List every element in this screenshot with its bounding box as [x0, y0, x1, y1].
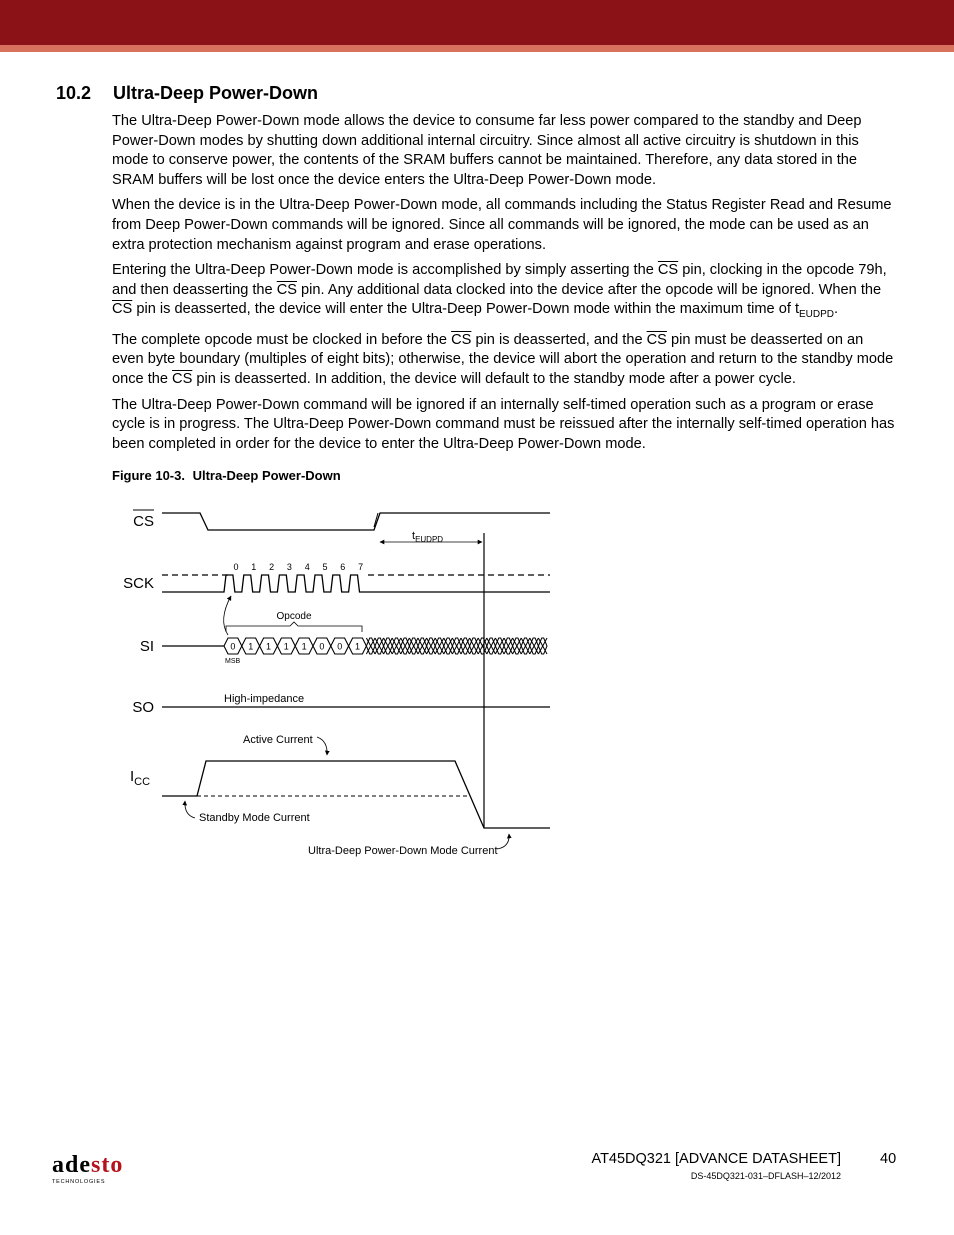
- si-dont-care: [366, 638, 547, 654]
- section-body: [112, 112, 898, 460]
- section-number: 10.2: [56, 83, 92, 103]
- page-number: 40: [880, 1151, 897, 1167]
- si-bit-value: 0: [337, 641, 343, 652]
- opcode-brace: [226, 622, 362, 632]
- si-signal-label: SI: [139, 638, 154, 655]
- si-bit-value: 0: [230, 641, 236, 652]
- active-current-label: Active Current: [243, 734, 313, 746]
- si-bit-group: [224, 638, 366, 654]
- section-heading: [56, 83, 318, 104]
- opcode-label: Opcode: [276, 611, 312, 622]
- adesto-logo: [52, 1152, 142, 1188]
- cs-pin-ref: $\overline{CS}$: [276, 281, 297, 298]
- clock-number: 6: [340, 562, 346, 572]
- sck-signal-label: SCK: [123, 575, 154, 592]
- header-stripe: [0, 45, 954, 52]
- udpd-current-label: Ultra-Deep Power-Down Mode Current: [308, 845, 498, 857]
- p4-text-b: pin is deasserted, and the: [471, 331, 647, 348]
- p4-text-c: pin must be deasserted on an even byte boundary (multiples of eight bits); otherwise, the device will abort the operation and return to the standby mode once the: [112, 331, 894, 388]
- cs-signal-label: CS: [133, 513, 154, 530]
- footer-doc-title: AT45DQ321 [ADVANCE DATASHEET]: [591, 1151, 841, 1167]
- msb-label: MSB: [225, 658, 241, 665]
- cs-pin-ref: $\overline{CS}$: [646, 331, 667, 348]
- clock-number: 3: [286, 562, 292, 572]
- si-bit-value: 1: [354, 641, 361, 652]
- si-bit-value: 1: [301, 641, 307, 652]
- paragraph-2: When the device is in the Ultra-Deep Power-Down mode, all commands including the Status Register Read and Resume from Deep Power-Down commands will be ignored. Since all commands will be ignored, the mode can be used as an extra protection mechanism against program and erase operations.: [112, 197, 892, 253]
- paragraph-5: The Ultra-Deep Power-Down command will be ignored if an internally self-timed operation such as a program or erase cycle is in progress. The Ultra-Deep Power-Down command must be reissued after the internally self-timed operation has been completed in order for the device to enter the Ultra-Deep Power-Down mode.: [112, 396, 895, 452]
- footer-doc-id: DS-45DQ321-031–DFLASH–12/2012: [690, 1171, 841, 1181]
- p3-text-a: Entering the Ultra-Deep Power-Down mode is accomplished by simply asserting the: [112, 262, 658, 279]
- cs-pin-ref: $\overline{CS}$: [657, 262, 679, 279]
- icc-signal-label: $I_{CC}$: [130, 768, 151, 788]
- sck-si-arrow: [224, 596, 231, 635]
- figure-label: Figure 10-3.: [112, 468, 185, 483]
- p3-text-e: .: [834, 301, 839, 318]
- paragraph-4: [112, 331, 898, 390]
- clock-number: 2: [269, 562, 275, 572]
- logo-wordmark: adesto: [52, 1152, 124, 1178]
- active-current-arrow: [317, 737, 327, 755]
- teudpd-label: $t_{EUDPD}$: [412, 530, 444, 544]
- cs-pin-ref: $\overline{CS}$: [112, 301, 133, 318]
- section-title: Ultra-Deep Power-Down: [113, 83, 319, 103]
- so-signal-label: SO: [132, 699, 154, 716]
- high-impedance-label: High-impedance: [224, 693, 305, 705]
- clock-number: 0: [233, 562, 239, 572]
- cs-pin-ref: $\overline{CS}$: [451, 331, 472, 348]
- udpd-current-arrow: [497, 834, 509, 849]
- si-bit-value: 1: [283, 641, 289, 652]
- si-bit-value: 0: [319, 641, 325, 652]
- clock-number: 5: [322, 562, 328, 572]
- paragraph-1: The Ultra-Deep Power-Down mode allows the device to consume far less power compared to the standby and Deep Power-Down modes by shutting down additional internal circuitry. Since almost all active circuitry is shutdown in this mode to conserve power, the contents of the SRAM buffers cannot be maintained. Therefore, any data stored in the SRAM buffers will be lost once the device enters the Ultra-Deep Power-Down mode.: [112, 113, 862, 188]
- clock-number-group: [233, 562, 363, 572]
- standby-current-arrow: [185, 801, 195, 818]
- si-bit-value: 1: [265, 641, 272, 652]
- clock-number: 1: [251, 562, 257, 572]
- paragraph-3: [112, 261, 898, 325]
- figure-title: Ultra-Deep Power-Down: [192, 468, 341, 483]
- logo-tagline: TECHNOLOGIES: [52, 1179, 106, 1185]
- p4-text-a: The complete opcode must be clocked in before the: [112, 331, 452, 348]
- p3-text-b: pin, clocking in the opcode 79h, and then deasserting the: [112, 262, 887, 298]
- clock-number: 7: [358, 562, 364, 572]
- figure-caption: [112, 468, 341, 483]
- si-bit-value: 1: [248, 641, 254, 652]
- sck-waveform: [162, 575, 550, 592]
- clock-number: 4: [304, 562, 310, 572]
- p3-text-c: pin. Any additional data clocked into the device after the opcode will be ignored. When the: [297, 281, 882, 298]
- p3-subscript: EUDPD: [799, 309, 835, 321]
- timing-diagram: [112, 495, 572, 870]
- header-bar: [0, 0, 954, 45]
- standby-current-label: Standby Mode Current: [199, 812, 310, 824]
- p3-text-d: pin is deasserted, the device will enter the Ultra-Deep Power-Down mode within the maximum time of t: [132, 301, 800, 318]
- cs-waveform: [162, 513, 550, 530]
- p4-text-d: pin is deasserted. In addition, the device will default to the standby mode after a power cycle.: [192, 371, 796, 388]
- cs-pin-ref: $\overline{CS}$: [172, 371, 193, 388]
